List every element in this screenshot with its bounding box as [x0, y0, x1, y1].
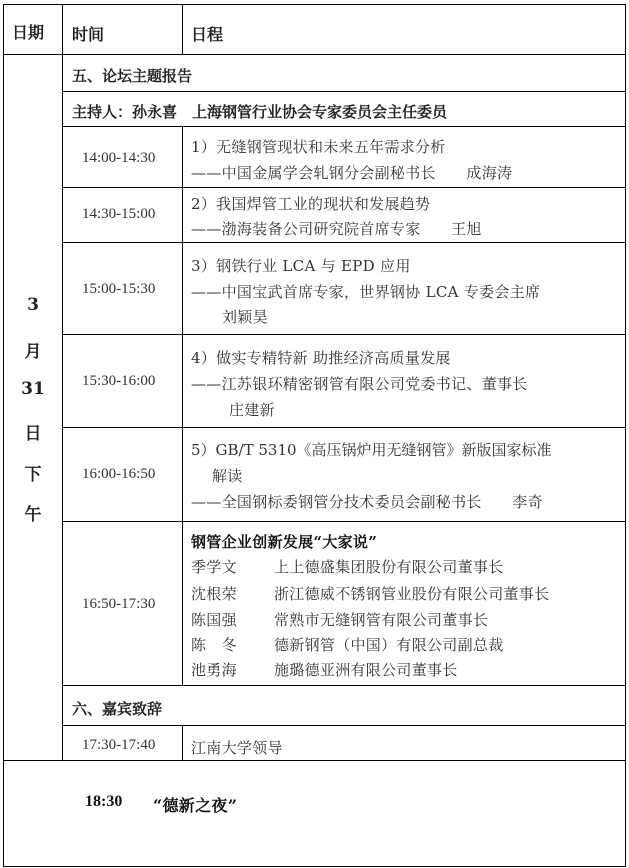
section6-time: 17:30-17:40 — [82, 737, 156, 753]
panel-member-name: 沈根荣 — [191, 585, 237, 603]
panel-member-title: 浙江德威不锈钢管业股份有限公司董事长 — [274, 585, 550, 603]
talk3-time: 15:00-15:30 — [82, 281, 156, 297]
talk1-speaker: ——中国金属学会轧钢分会副秘书长 成海涛 — [191, 164, 513, 182]
section5-title-line — [62, 91, 626, 92]
talk4-time: 15:30-16:00 — [82, 373, 156, 389]
panel-member-name: 陈 冬 — [191, 636, 237, 654]
time-col-divider-header — [182, 4, 183, 55]
talk3-speaker: ——中国宝武首席专家，世界钢协 LCA 专委会主席 — [191, 283, 541, 301]
talk2-time: 14:30-15:00 — [82, 206, 156, 222]
header-date: 日期 — [12, 23, 45, 42]
header-bottom-line — [3, 54, 626, 55]
talk4-speaker-name: 庄建新 — [229, 401, 275, 419]
evening-title: “德新之夜” — [153, 796, 238, 815]
talk2-title: 2）我国焊管工业的现状和发展趋势 — [191, 195, 431, 213]
panel-line — [62, 685, 626, 686]
talk3-line — [62, 334, 626, 335]
talk1-time: 14:00-14:30 — [82, 150, 156, 166]
panel-member-title: 上上德盛集团股份有限公司董事长 — [274, 558, 504, 576]
time-col-divider-s6 — [182, 725, 183, 761]
panel-member-title: 常熟市无缝钢管有限公司董事长 — [274, 611, 489, 629]
header-time: 时间 — [72, 25, 105, 44]
panel-member-title: 施璐德亚洲有限公司董事长 — [274, 661, 458, 679]
talk5-title-cont: 解读 — [212, 467, 243, 485]
talk1-title: 1）无缝钢管现状和未来五年需求分析 — [191, 138, 446, 156]
talk4-title: 4）做实专精特新 助推经济高质量发展 — [191, 349, 451, 367]
panel-time: 16:50-17:30 — [82, 596, 156, 612]
talk5-title: 5）GB/T 5310《高压锅炉用无缝钢管》新版国家标准 — [191, 441, 552, 459]
day-char-5: 下 — [24, 465, 42, 485]
talk2-line — [62, 242, 626, 243]
talk5-line — [62, 521, 626, 522]
header-agenda: 日程 — [191, 25, 224, 44]
day-char-4: 日 — [24, 424, 42, 444]
section5-host: 主持人：孙永喜 上海钢管行业协会专家委员会主任委员 — [72, 103, 448, 121]
section6-speaker: 江南大学领导 — [191, 739, 283, 757]
panel-member-title: 德新钢管（中国）有限公司副总裁 — [274, 636, 504, 654]
talk4-speaker: ——江苏银环精密钢管有限公司党委书记、董事长 — [191, 375, 528, 393]
talk2-speaker: ——渤海装备公司研究院首席专家 王旭 — [191, 220, 482, 238]
section6-title: 六、嘉宾致辞 — [72, 700, 163, 718]
panel-title: 钢管企业创新发展“大家说” — [191, 533, 378, 551]
time-col-divider-talks — [182, 126, 183, 686]
day-block-bottom-line — [3, 760, 626, 761]
day-char-1: 3 — [27, 295, 39, 315]
talk5-speaker: ——全国钢标委钢管分技术委员会副秘书长 李奇 — [191, 493, 543, 511]
panel-member-name: 陈国强 — [191, 611, 237, 629]
day-char-3: 31 — [21, 379, 45, 399]
evening-time: 18:30 — [85, 793, 123, 810]
section6-title-line — [62, 725, 626, 726]
panel-member-name: 池勇海 — [191, 661, 237, 679]
talk3-title: 3）钢铁行业 LCA 与 EPD 应用 — [191, 257, 411, 275]
talk5-time: 16:00-16:50 — [82, 466, 156, 482]
panel-member-name: 季学文 — [191, 558, 237, 576]
host-line — [62, 126, 626, 127]
table-border-right — [625, 4, 626, 867]
table-border-top — [3, 4, 626, 5]
talk3-speaker-name: 刘颖昊 — [222, 308, 268, 326]
table-border-bottom — [3, 866, 626, 867]
section5-title: 五、论坛主题报告 — [72, 67, 193, 85]
talk1-line — [62, 187, 626, 188]
talk4-line — [62, 427, 626, 428]
day-char-2: 月 — [24, 342, 42, 362]
day-char-6: 午 — [24, 505, 42, 525]
